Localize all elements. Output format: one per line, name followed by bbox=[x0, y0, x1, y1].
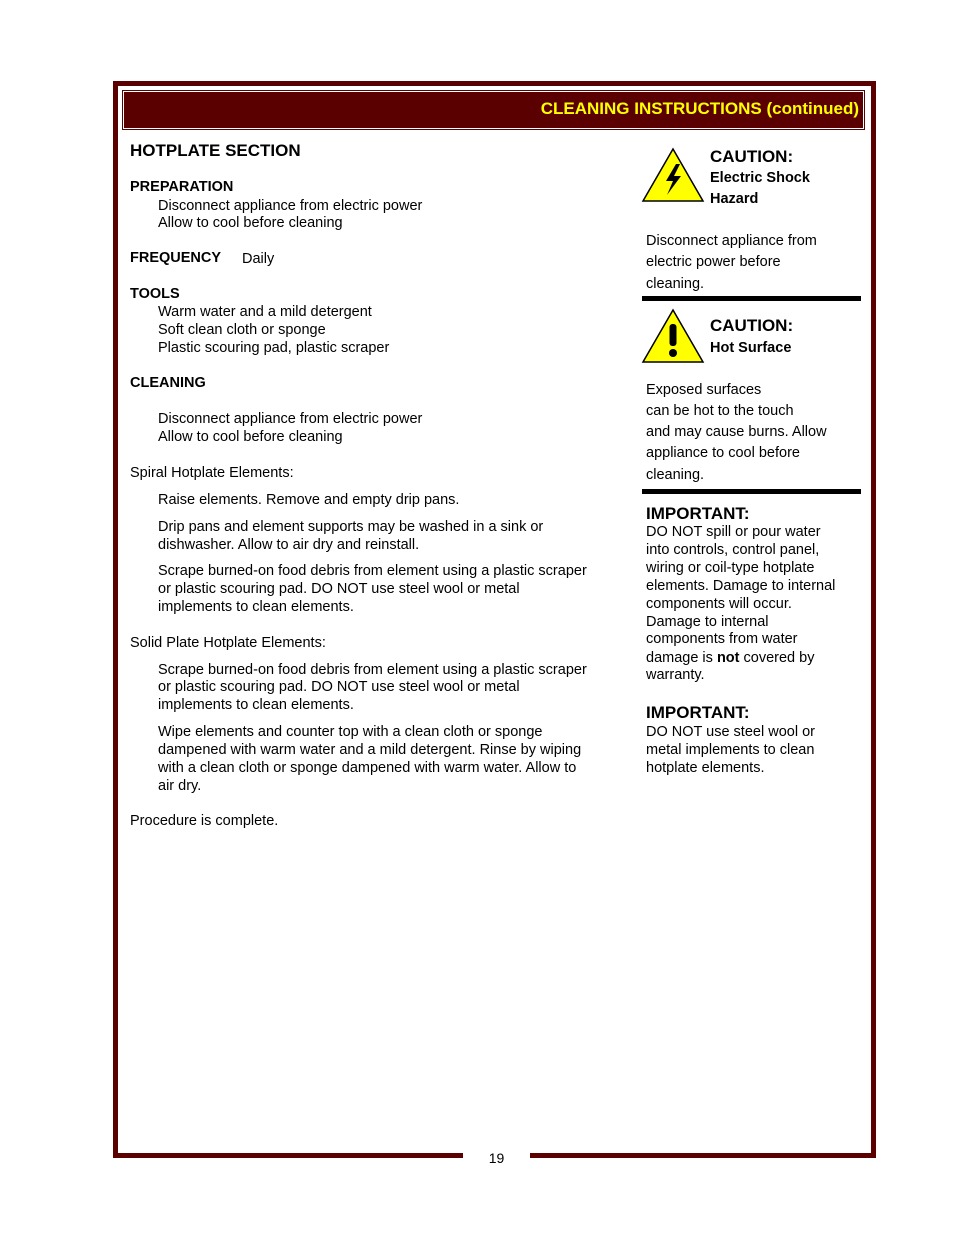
important-line: wiring or coil-type hotplate bbox=[646, 560, 815, 576]
important-line-post: covered by bbox=[739, 650, 815, 666]
spiral-title: Spiral Hotplate Elements: bbox=[130, 465, 294, 481]
preparation-line: Disconnect appliance from electric power bbox=[158, 198, 423, 214]
solid-paragraph-line: implements to clean elements. bbox=[158, 697, 354, 713]
important-line: components from water bbox=[646, 631, 798, 647]
caution-body-line: Exposed surfaces bbox=[646, 382, 762, 398]
important-line bbox=[646, 649, 814, 667]
caution-body-line: and may cause burns. Allow bbox=[646, 424, 827, 440]
solid-paragraph-line: Wipe elements and counter top with a clean cloth or sponge bbox=[158, 724, 543, 740]
important-line: warranty. bbox=[646, 667, 705, 683]
important-line: elements. Damage to internal bbox=[646, 578, 836, 594]
tools-line: Warm water and a mild detergent bbox=[158, 304, 372, 320]
solid-paragraph-line: with a clean cloth or sponge dampened with warm water. Allow to bbox=[158, 760, 577, 776]
important-line: DO NOT spill or pour water bbox=[646, 524, 821, 540]
important-line-pre: damage is bbox=[646, 650, 717, 666]
important-line: DO NOT use steel wool or bbox=[646, 724, 815, 740]
solid-paragraph-line: dampened with warm water and a mild detergent. Rinse by wiping bbox=[158, 742, 582, 758]
section-title: HOTPLATE SECTION bbox=[130, 141, 301, 160]
solid-paragraph-line: air dry. bbox=[158, 778, 202, 794]
section-header-bar bbox=[123, 91, 864, 129]
page-number: 19 bbox=[488, 1150, 505, 1166]
caution-title: CAUTION: bbox=[710, 316, 794, 335]
caution-subtitle: Hot Surface bbox=[710, 340, 792, 356]
frequency-value: Daily bbox=[242, 251, 275, 267]
important-line: hotplate elements. bbox=[646, 760, 765, 776]
spiral-paragraph-line: Scrape burned-on food debris from element using a plastic scraper bbox=[158, 563, 587, 579]
caution-body-line: electric power before bbox=[646, 254, 781, 270]
spiral-paragraph-line: dishwasher. Allow to air dry and reinstall. bbox=[158, 537, 420, 553]
important-line: components will occur. bbox=[646, 596, 792, 612]
frequency-label: FREQUENCY bbox=[130, 250, 222, 266]
important-title: IMPORTANT: bbox=[646, 504, 750, 523]
important-title: IMPORTANT: bbox=[646, 703, 750, 722]
tools-label: TOOLS bbox=[130, 286, 180, 302]
divider-rule bbox=[642, 489, 861, 494]
solid-paragraph-line: or plastic scouring pad. DO NOT use steel wool or metal bbox=[158, 679, 520, 695]
preparation-label: PREPARATION bbox=[130, 179, 234, 195]
important-line: Damage to internal bbox=[646, 614, 769, 630]
caution-subtitle: Electric Shock bbox=[710, 170, 810, 186]
caution-body-line: Disconnect appliance from bbox=[646, 233, 817, 249]
spiral-paragraph-line: Drip pans and element supports may be washed in a sink or bbox=[158, 519, 544, 535]
preparation-line: Allow to cool before cleaning bbox=[158, 215, 343, 231]
spiral-paragraph-line: implements to clean elements. bbox=[158, 599, 354, 615]
spiral-paragraph-line: Raise elements. Remove and empty drip pans. bbox=[158, 492, 460, 508]
important-emphasis: not bbox=[716, 650, 740, 666]
cleaning-line: Disconnect appliance from electric power bbox=[158, 411, 423, 427]
important-line: into controls, control panel, bbox=[646, 542, 820, 558]
tools-line: Soft clean cloth or sponge bbox=[158, 322, 326, 338]
electric-shock-warning-icon bbox=[640, 146, 706, 204]
cleaning-label: CLEANING bbox=[130, 375, 206, 391]
tools-line: Plastic scouring pad, plastic scraper bbox=[158, 340, 390, 356]
caution-body-line: can be hot to the touch bbox=[646, 403, 794, 419]
solid-title: Solid Plate Hotplate Elements: bbox=[130, 635, 326, 651]
section-header-title: CLEANING INSTRUCTIONS (continued) bbox=[540, 99, 859, 118]
caution-subtitle: Hazard bbox=[710, 191, 759, 207]
caution-body-line: appliance to cool before bbox=[646, 445, 800, 461]
important-line: metal implements to clean bbox=[646, 742, 815, 758]
procedure-complete: Procedure is complete. bbox=[130, 813, 279, 829]
spiral-paragraph-line: or plastic scouring pad. DO NOT use steel wool or metal bbox=[158, 581, 520, 597]
caution-body-line: cleaning. bbox=[646, 467, 705, 483]
caution-title: CAUTION: bbox=[710, 147, 794, 166]
solid-paragraph-line: Scrape burned-on food debris from element using a plastic scraper bbox=[158, 662, 587, 678]
cleaning-line: Allow to cool before cleaning bbox=[158, 429, 343, 445]
divider-rule bbox=[642, 296, 861, 301]
caution-body-line: cleaning. bbox=[646, 276, 705, 292]
exclamation-warning-icon bbox=[640, 307, 706, 365]
